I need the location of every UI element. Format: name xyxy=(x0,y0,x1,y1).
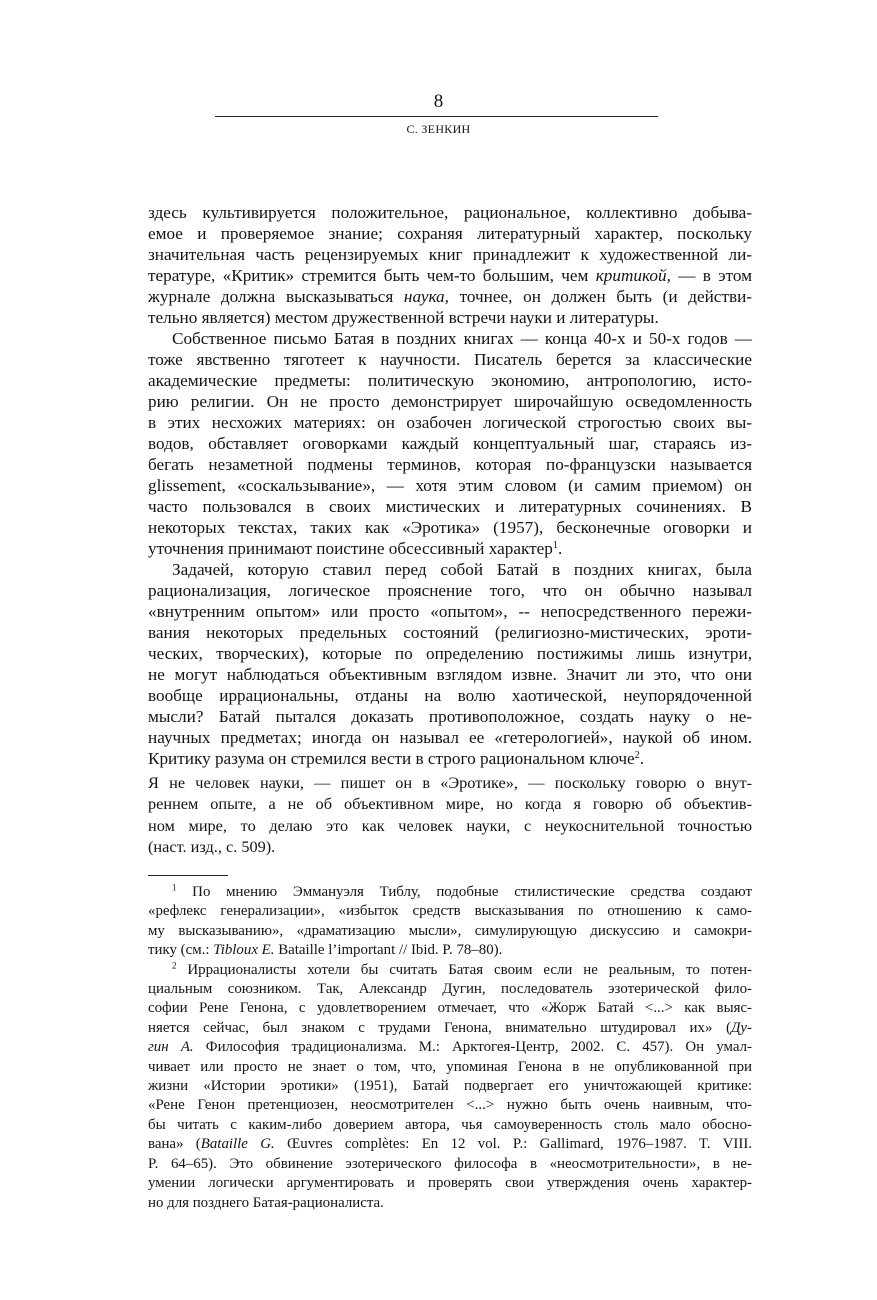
text-run: Bataille l’important // Ibid. P. 78–80). xyxy=(274,942,503,959)
text-line xyxy=(148,286,752,307)
text-line xyxy=(148,793,752,814)
text-run: здесь культивируется положительное, рациональное, коллективно добыва- xyxy=(148,203,752,222)
text-run: вания некоторых предельных состояний (религиозно-мистических, эроти- xyxy=(148,623,752,642)
text-run: умении логически аргументировать и проверять свои утверждения очень характер- xyxy=(148,1175,752,1192)
text-run: бегать незаметной подмены терминов, которая по-французски называется xyxy=(148,455,752,474)
text-run: P. 64–65). Это обвинение эзотерического философа в «неосмотрительности», в не- xyxy=(148,1155,752,1172)
text-line xyxy=(148,727,752,748)
text-line xyxy=(148,559,752,580)
text-run: тику (см.: xyxy=(148,942,214,959)
text-run: Философия традиционализма. М.: Арктогея-Центр, 2002. С. 457). Он умал- xyxy=(193,1039,752,1056)
text-run: емое и проверяемое знание; сохраняя литературный характер, поскольку xyxy=(148,224,752,243)
text-line xyxy=(148,580,752,601)
text-line xyxy=(148,517,752,538)
text-run: точнее, он должен быть (и действи- xyxy=(448,287,752,306)
text-line xyxy=(148,836,752,857)
text-run: вообще иррациональны, отданы на волю хаотической, неупорядоченной xyxy=(148,686,752,705)
text-line xyxy=(148,772,752,793)
text-run: мысли? Батай пытался доказать противоположное, создать науку о не- xyxy=(148,707,752,726)
italic-text: гин А. xyxy=(148,1039,194,1056)
text-run: — в этом xyxy=(670,266,752,285)
text-run: По мнению Эммануэля Тиблу, подобные стилистические средства создают xyxy=(176,884,752,900)
text-run: няется сейчас, был знаком с трудами Генона, внимательно штудировал их» ( xyxy=(148,1019,731,1036)
text-line xyxy=(148,538,752,559)
text-run: циальным союзником. Так, Александр Дугин, последователь эзотерической фило- xyxy=(148,981,752,998)
text-run: ческих, творческих), которые по определению постижимы лишь изнутри, xyxy=(148,644,752,663)
text-line xyxy=(148,1077,752,1096)
block-quote xyxy=(148,772,752,857)
text-run: некоторых текстах, таких как «Эротика» (1957), бесконечные оговорки и xyxy=(148,518,752,537)
text-run: научных предметах; иногда он называл ее «гетерологией», наукой об ином. xyxy=(148,728,752,747)
running-head: С. ЗЕНКИН xyxy=(406,122,471,136)
italic-text: Bataille G. xyxy=(200,1136,275,1153)
text-line xyxy=(148,643,752,664)
text-line xyxy=(148,961,752,980)
text-line xyxy=(148,1096,752,1115)
text-line xyxy=(148,902,752,921)
text-line xyxy=(148,980,752,999)
text-run: «рефлекс генерализации», «избыток средств высказывания по отношению к само- xyxy=(148,903,752,920)
text-line xyxy=(148,1174,752,1193)
page-number: 8 xyxy=(433,91,444,112)
text-line xyxy=(148,883,752,902)
text-run: реннем опыте, а не об объективном мире, но когда я говорю об объектив- xyxy=(148,794,752,814)
text-line xyxy=(148,999,752,1018)
text-line xyxy=(148,1116,752,1135)
header-rule xyxy=(215,116,658,117)
text-run: значительная часть рецензируемых книг принадлежит к художественной ли- xyxy=(148,245,752,264)
text-line xyxy=(148,370,752,391)
text-run: glissement, «соскальзывание», — хотя этим словом (и самим приемом) он xyxy=(148,476,752,495)
body-text xyxy=(148,202,752,769)
text-run: рию религии. Он не просто демонстрирует широчайшую осведомленность xyxy=(148,392,752,411)
text-run: водов, обставляет оговорками каждый концептуальный шаг, стараясь из- xyxy=(148,434,752,453)
text-run: журнале должна высказываться xyxy=(148,287,404,306)
text-run: «Рене Генон претенциозен, неосмотрителен <...> нужно быть очень наивным, что- xyxy=(148,1097,752,1114)
footnotes xyxy=(148,883,752,1213)
text-run: бы читать с каким-либо доверием автора, чья самоуверенность столь мало обосно- xyxy=(148,1116,752,1133)
text-line xyxy=(148,349,752,370)
text-run: рационализация, логическое прояснение того, что он обычно называл xyxy=(148,581,752,600)
text-line xyxy=(148,1038,752,1057)
text-line xyxy=(148,815,752,836)
text-run: му высказыванию», «драматизацию мысли», симулирующую дискуссию и самокри- xyxy=(148,922,752,939)
footnote-rule xyxy=(148,875,228,876)
text-line xyxy=(148,265,752,286)
text-run: чивает или просто не знает о том, что, упоминая Генона в не опубликованной при xyxy=(148,1058,752,1075)
text-run: Иррационалисты хотели бы считать Батая своим если не реальным, то потен- xyxy=(176,961,752,978)
text-run: . xyxy=(639,749,645,768)
footnote-marker: 1 xyxy=(552,539,559,551)
text-line xyxy=(148,601,752,622)
text-run: академические предметы: политическую экономию, антропологию, исто- xyxy=(148,371,752,390)
italic-text: Tibloux E. xyxy=(213,942,275,959)
text-run: Œuvres complètes: En 12 vol. P.: Gallimard, 1976–1987. T. VIII. xyxy=(274,1136,753,1153)
text-run: тоже явственно тяготеет к научности. Писатель берется за классические xyxy=(148,350,752,369)
text-run: жизни «Истории эротики» (1951), Батай подвергает его уничтожающей критике: xyxy=(148,1078,752,1095)
footnote-marker: 2 xyxy=(634,749,640,761)
text-run: тературе, «Критик» стремится быть чем-то большим, чем xyxy=(148,266,596,285)
text-line xyxy=(148,223,752,244)
text-line xyxy=(148,475,752,496)
italic-text: наука, xyxy=(403,287,449,306)
footnote-marker: 1 xyxy=(172,882,177,893)
text-run: софии Рене Генона, с удовлетворением отмечает, что «Жорж Батай <...> как выяс- xyxy=(148,1000,752,1017)
text-run: в этих несхожих материях: он озабочен логической строгостью своих вы- xyxy=(148,413,752,432)
text-run: «внутренним опытом» или просто «опытом», -- непосредственного пережи- xyxy=(148,602,752,621)
text-line xyxy=(148,496,752,517)
text-run: ном мире, то делаю это как человек науки, с неукоснительной точностью xyxy=(148,815,752,835)
text-line xyxy=(148,706,752,727)
text-run: . xyxy=(558,539,563,558)
text-run: часто пользовался в своих мистических и литературных сочинениях. В xyxy=(148,497,752,516)
text-line xyxy=(148,328,752,349)
text-line xyxy=(148,433,752,454)
text-run: Задачей, которую ставил перед собой Батай в поздних книгах, была xyxy=(172,560,752,579)
italic-text: критикой, xyxy=(595,266,671,285)
text-line xyxy=(148,941,752,960)
text-run: Собственное письмо Батая в поздних книгах — конца 40-х и 50-х годов — xyxy=(172,329,752,348)
text-line xyxy=(148,1058,752,1077)
text-line xyxy=(148,391,752,412)
text-line xyxy=(148,307,752,328)
text-line xyxy=(148,1155,752,1174)
text-line xyxy=(148,412,752,433)
text-line xyxy=(148,202,752,223)
footnote-marker: 2 xyxy=(172,960,177,971)
text-run: Я не человек науки, — пишет он в «Эротике», — поскольку говорю о внут- xyxy=(148,773,752,792)
text-line xyxy=(148,748,752,769)
text-line xyxy=(148,922,752,941)
text-line xyxy=(148,1135,752,1154)
text-line xyxy=(148,1019,752,1038)
italic-text: Ду- xyxy=(730,1019,752,1036)
text-run: Критику разума он стремился вести в строго рациональном ключе xyxy=(148,749,635,768)
text-run: уточнения принимают поистине обсессивный характер xyxy=(148,539,553,558)
text-line xyxy=(148,1194,752,1213)
text-line xyxy=(148,685,752,706)
text-run: (наст. изд., с. 509). xyxy=(148,836,276,856)
text-line xyxy=(148,622,752,643)
text-run: не могут наблюдаться объективным взглядом извне. Значит ли это, что они xyxy=(148,665,752,684)
text-line xyxy=(148,454,752,475)
text-line xyxy=(148,244,752,265)
text-line xyxy=(148,664,752,685)
text-run: но для позднего Батая-рационалиста. xyxy=(148,1194,384,1211)
text-run: вана» ( xyxy=(148,1136,201,1153)
text-run: тельно является) местом дружественной встречи науки и литературы. xyxy=(148,308,659,327)
